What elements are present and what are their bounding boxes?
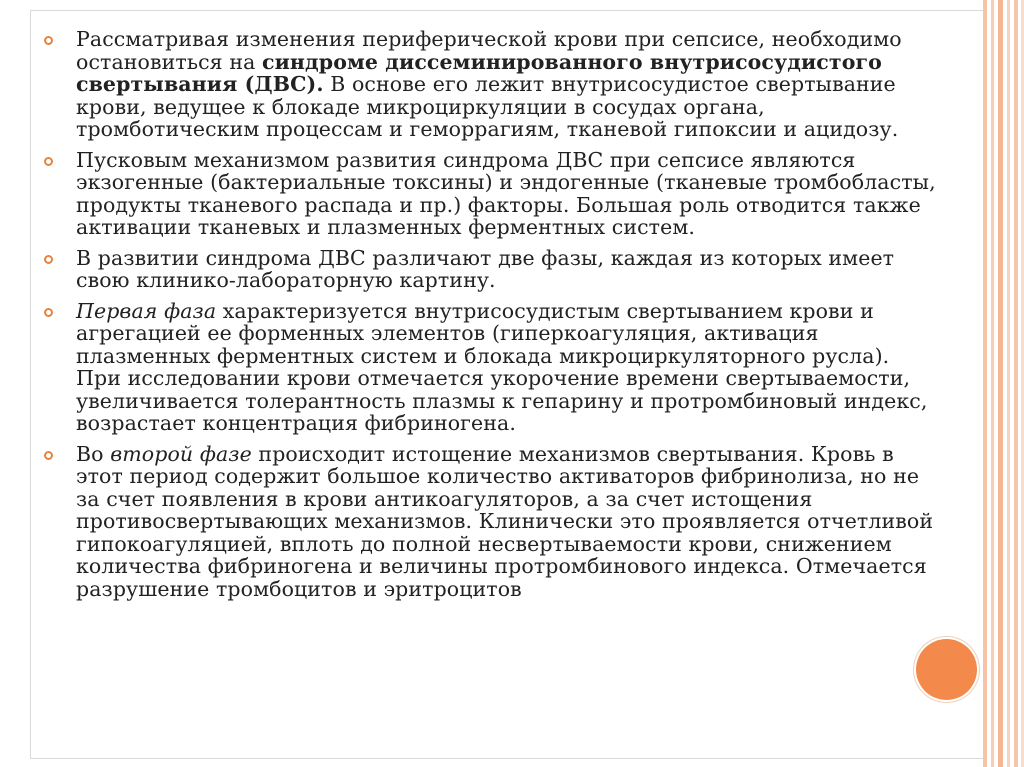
circle-bullet-icon (44, 451, 53, 460)
circle-bullet-icon (44, 36, 53, 45)
decorative-stripes (983, 0, 1024, 767)
orange-circle-icon (916, 639, 977, 700)
stripe (1007, 0, 1010, 767)
bullet-5-rest: происходит истощение механизмов свертывания. Кровь в этот период содержит большое количество активаторов фибринолиза, но не за счет появления в крови антикоагуляторов, а за счет истощения противосвертывающих механизмов. Клинически это проявляется отчетливой гипокоагуляцией, вплоть до полной несвертываемости крови, снижением количества фибриногена и величины протромбинового индекса. Отмечается разрушение тромбоцитов и эритроцитов (76, 441, 934, 601)
circle-bullet-icon (44, 255, 53, 264)
bullet-item-1 (40, 28, 940, 141)
circle-bullet-icon (44, 157, 53, 166)
bullet-item-5 (40, 443, 940, 601)
stripe (998, 0, 1003, 767)
bullet-1-bold: синдроме диссеминированного внутрисосудистого свертывания (ДВС). (76, 49, 882, 96)
stripe (1014, 0, 1018, 767)
bullet-5-italic: второй фазе (110, 441, 252, 466)
bullet-list (40, 28, 940, 608)
bullet-1-rest: В основе его лежит внутрисосудистое свертывание крови, ведущее к блокаде микроциркуляции в сосудах органа, тромботическим процессам и геморрагиям, тканевой гипоксии и ацидозу. (76, 72, 899, 141)
bullet-item-3 (40, 247, 940, 292)
stripe (983, 0, 987, 767)
bullet-1-text: Рассматривая изменения периферической крови при сепсисе, необходимо остановиться на (76, 27, 902, 74)
bullet-item-4 (40, 300, 940, 435)
stripe (991, 0, 994, 767)
bullet-3-text: В развитии синдрома ДВС различают две фазы, каждая из которых имеет свою клинико-лабораторную картину. (76, 245, 895, 292)
bullet-2-text: Пусковым механизмом развития синдрома ДВС при сепсисе являются экзогенные (бактериальные токсины) и эндогенные (тканевые тромбобласты, продукты тканевого распада и пр.) факторы. Большая роль отводится также активации тканевых и плазменных ферментных систем. (76, 147, 936, 239)
bullet-5-pre: Во (76, 441, 111, 466)
bullet-4-italic: Первая фаза (76, 298, 217, 323)
bullet-item-2 (40, 149, 940, 239)
bullet-4-rest: характеризуется внутрисосудистым свертыванием крови и агрегацией ее форменных элементов (гиперкоагуляция, активация плазменных ферментных систем и блокада микроциркуляторного русла). При исследовании крови отмечается укорочение времени свертываемости, увеличивается толерантность плазмы к гепарину и протромбиновый индекс, возрастает концентрация фибриногена. (76, 298, 928, 435)
circle-bullet-icon (44, 308, 53, 317)
